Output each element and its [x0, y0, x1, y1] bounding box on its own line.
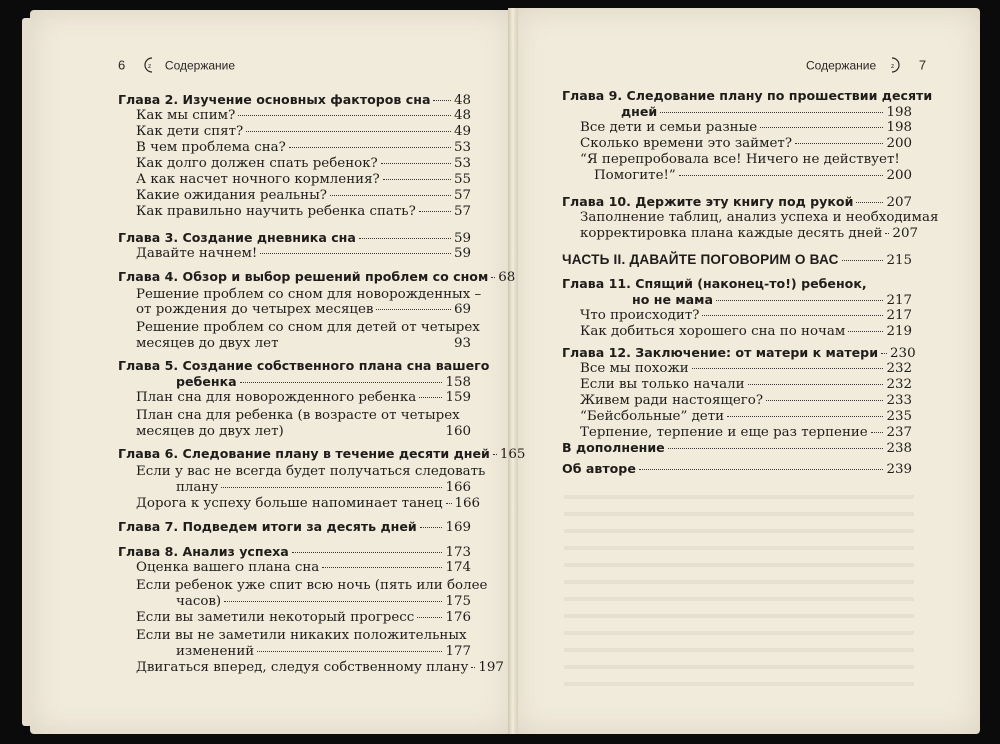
book-gutter — [508, 8, 518, 734]
toc-chapter-entry[interactable]: Глава 4. Обзор и выбор решений проблем со сном 68 — [118, 269, 516, 285]
toc-entry-line[interactable]: Если ребенок уже спит всю ночь (пять или более — [136, 578, 488, 593]
right-header-title: Содержание — [806, 58, 877, 73]
toc-entry[interactable]: Какие ожидания реальны? 57 — [136, 188, 471, 203]
toc-chapter-entry[interactable]: Глава 10. Держите эту книгу под рукой 207 — [562, 194, 912, 210]
toc-entry[interactable]: Давайте начнем! 59 — [136, 246, 471, 261]
toc-entry[interactable]: План сна для новорожденного ребенка 159 — [136, 390, 471, 405]
toc-chapter-entry[interactable]: но не мама 217 — [632, 292, 912, 308]
toc-entry[interactable]: Все дети и семьи разные 198 — [580, 120, 912, 135]
toc-chapter-entry[interactable]: ребенка 158 — [176, 374, 471, 390]
toc-entry[interactable]: Терпение, терпение и еще раз терпение 237 — [580, 425, 912, 440]
toc-entry-line[interactable]: “Я перепробовала все! Ничего не действует! — [580, 152, 900, 167]
toc-chapter-entry[interactable]: Глава 2. Изучение основных факторов сна 48 — [118, 92, 471, 108]
toc-entry[interactable]: Что происходит? 217 — [580, 308, 912, 323]
toc-entry[interactable]: Все мы похожи 232 — [580, 361, 912, 376]
toc-entry[interactable]: Дорога к успеху больше напоминает танец 166 — [136, 496, 481, 511]
toc-entry[interactable]: А как насчет ночного кормления? 55 — [136, 172, 471, 187]
toc-entry[interactable]: Если вы только начали 232 — [580, 377, 912, 392]
toc-chapter-entry-line[interactable]: Глава 11. Спящий (наконец-то!) ребенок, — [562, 276, 867, 291]
toc-chapter-entry-line[interactable]: Глава 5. Создание собственного плана сна вашего — [118, 358, 490, 373]
toc-entry[interactable]: Сколько времени это займет? 200 — [580, 136, 912, 151]
toc-entry[interactable]: часов) 175 — [176, 594, 471, 609]
show-through-texture — [564, 486, 914, 686]
toc-entry[interactable]: Двигаться вперед, следуя собственному плану 197 — [136, 660, 504, 675]
toc-chapter-entry[interactable]: Глава 8. Анализ успеха 173 — [118, 544, 471, 560]
svg-text:z: z — [891, 63, 895, 70]
toc-entry-line[interactable]: Решение проблем со сном для новорожденных – — [136, 287, 482, 302]
toc-chapter-entry[interactable]: дней 198 — [621, 104, 912, 120]
moon-logo-icon — [885, 56, 903, 77]
toc-entry[interactable]: корректировка плана каждые десять дней 207 — [580, 226, 918, 241]
toc-entry[interactable]: Как мы спим? 48 — [136, 108, 471, 123]
toc-entry[interactable]: Если вы заметили некоторый прогресс 176 — [136, 610, 471, 625]
toc-entry[interactable]: Как правильно научить ребенка спать? 57 — [136, 204, 471, 219]
toc-chapter-entry[interactable]: В дополнение 238 — [562, 440, 912, 456]
toc-chapter-entry-line[interactable]: Глава 9. Следование плану по прошествии десяти — [562, 88, 933, 103]
toc-entry-line[interactable]: Если у вас не всегда будет получаться следовать — [136, 464, 486, 479]
toc-chapter-entry[interactable]: Глава 7. Подведем итоги за десять дней 169 — [118, 519, 471, 535]
toc-chapter-entry[interactable]: Об авторе 239 — [562, 461, 912, 477]
left-page-header — [118, 56, 235, 77]
right-page-header — [806, 56, 926, 77]
toc-entry-line[interactable]: Решение проблем со сном для детей от четырех — [136, 320, 480, 335]
toc-entry[interactable]: плану 166 — [176, 480, 471, 495]
toc-entry[interactable]: Как добиться хорошего сна по ночам 219 — [580, 324, 912, 339]
toc-entry[interactable]: Живем ради настоящего? 233 — [580, 393, 912, 408]
toc-part-heading[interactable]: ЧАСТЬ II. ДАВАЙТЕ ПОГОВОРИМ О ВАС 215 — [562, 252, 912, 268]
toc-chapter-entry[interactable]: Глава 6. Следование плану в течение десяти дней 165 — [118, 446, 526, 462]
svg-text:z: z — [147, 63, 151, 70]
toc-entry[interactable]: от рождения до четырех месяцев 69 — [136, 302, 471, 317]
toc-entry[interactable]: месяцев до двух лет 93 — [136, 336, 471, 351]
moon-logo-icon — [141, 56, 159, 77]
left-page-number: 6 — [118, 57, 126, 73]
left-header-title: Содержание — [164, 58, 236, 73]
toc-entry-line[interactable]: Заполнение таблиц, анализ успеха и необходимая — [580, 210, 939, 225]
toc-entry[interactable]: Как дети спят? 49 — [136, 124, 471, 139]
toc-entry[interactable]: изменений 177 — [176, 644, 471, 659]
toc-entry[interactable]: “Бейсбольные” дети 235 — [580, 409, 912, 424]
toc-entry[interactable]: Помогите!” 200 — [594, 168, 912, 183]
toc-entry[interactable]: В чем проблема сна? 53 — [136, 140, 471, 155]
right-page-number: 7 — [918, 57, 927, 73]
toc-entry-line[interactable]: План сна для ребенка (в возрасте от четырех — [136, 408, 460, 423]
toc-chapter-entry[interactable]: Глава 12. Заключение: от матери к матери 230 — [562, 345, 916, 361]
toc-entry[interactable]: Как долго должен спать ребенок? 53 — [136, 156, 471, 171]
toc-entry[interactable]: месяцев до двух лет) 160 — [136, 424, 471, 439]
toc-entry-line[interactable]: Если вы не заметили никаких положительных — [136, 628, 467, 643]
toc-chapter-entry[interactable]: Глава 3. Создание дневника сна 59 — [118, 230, 471, 246]
toc-entry[interactable]: Оценка вашего плана сна 174 — [136, 560, 471, 575]
